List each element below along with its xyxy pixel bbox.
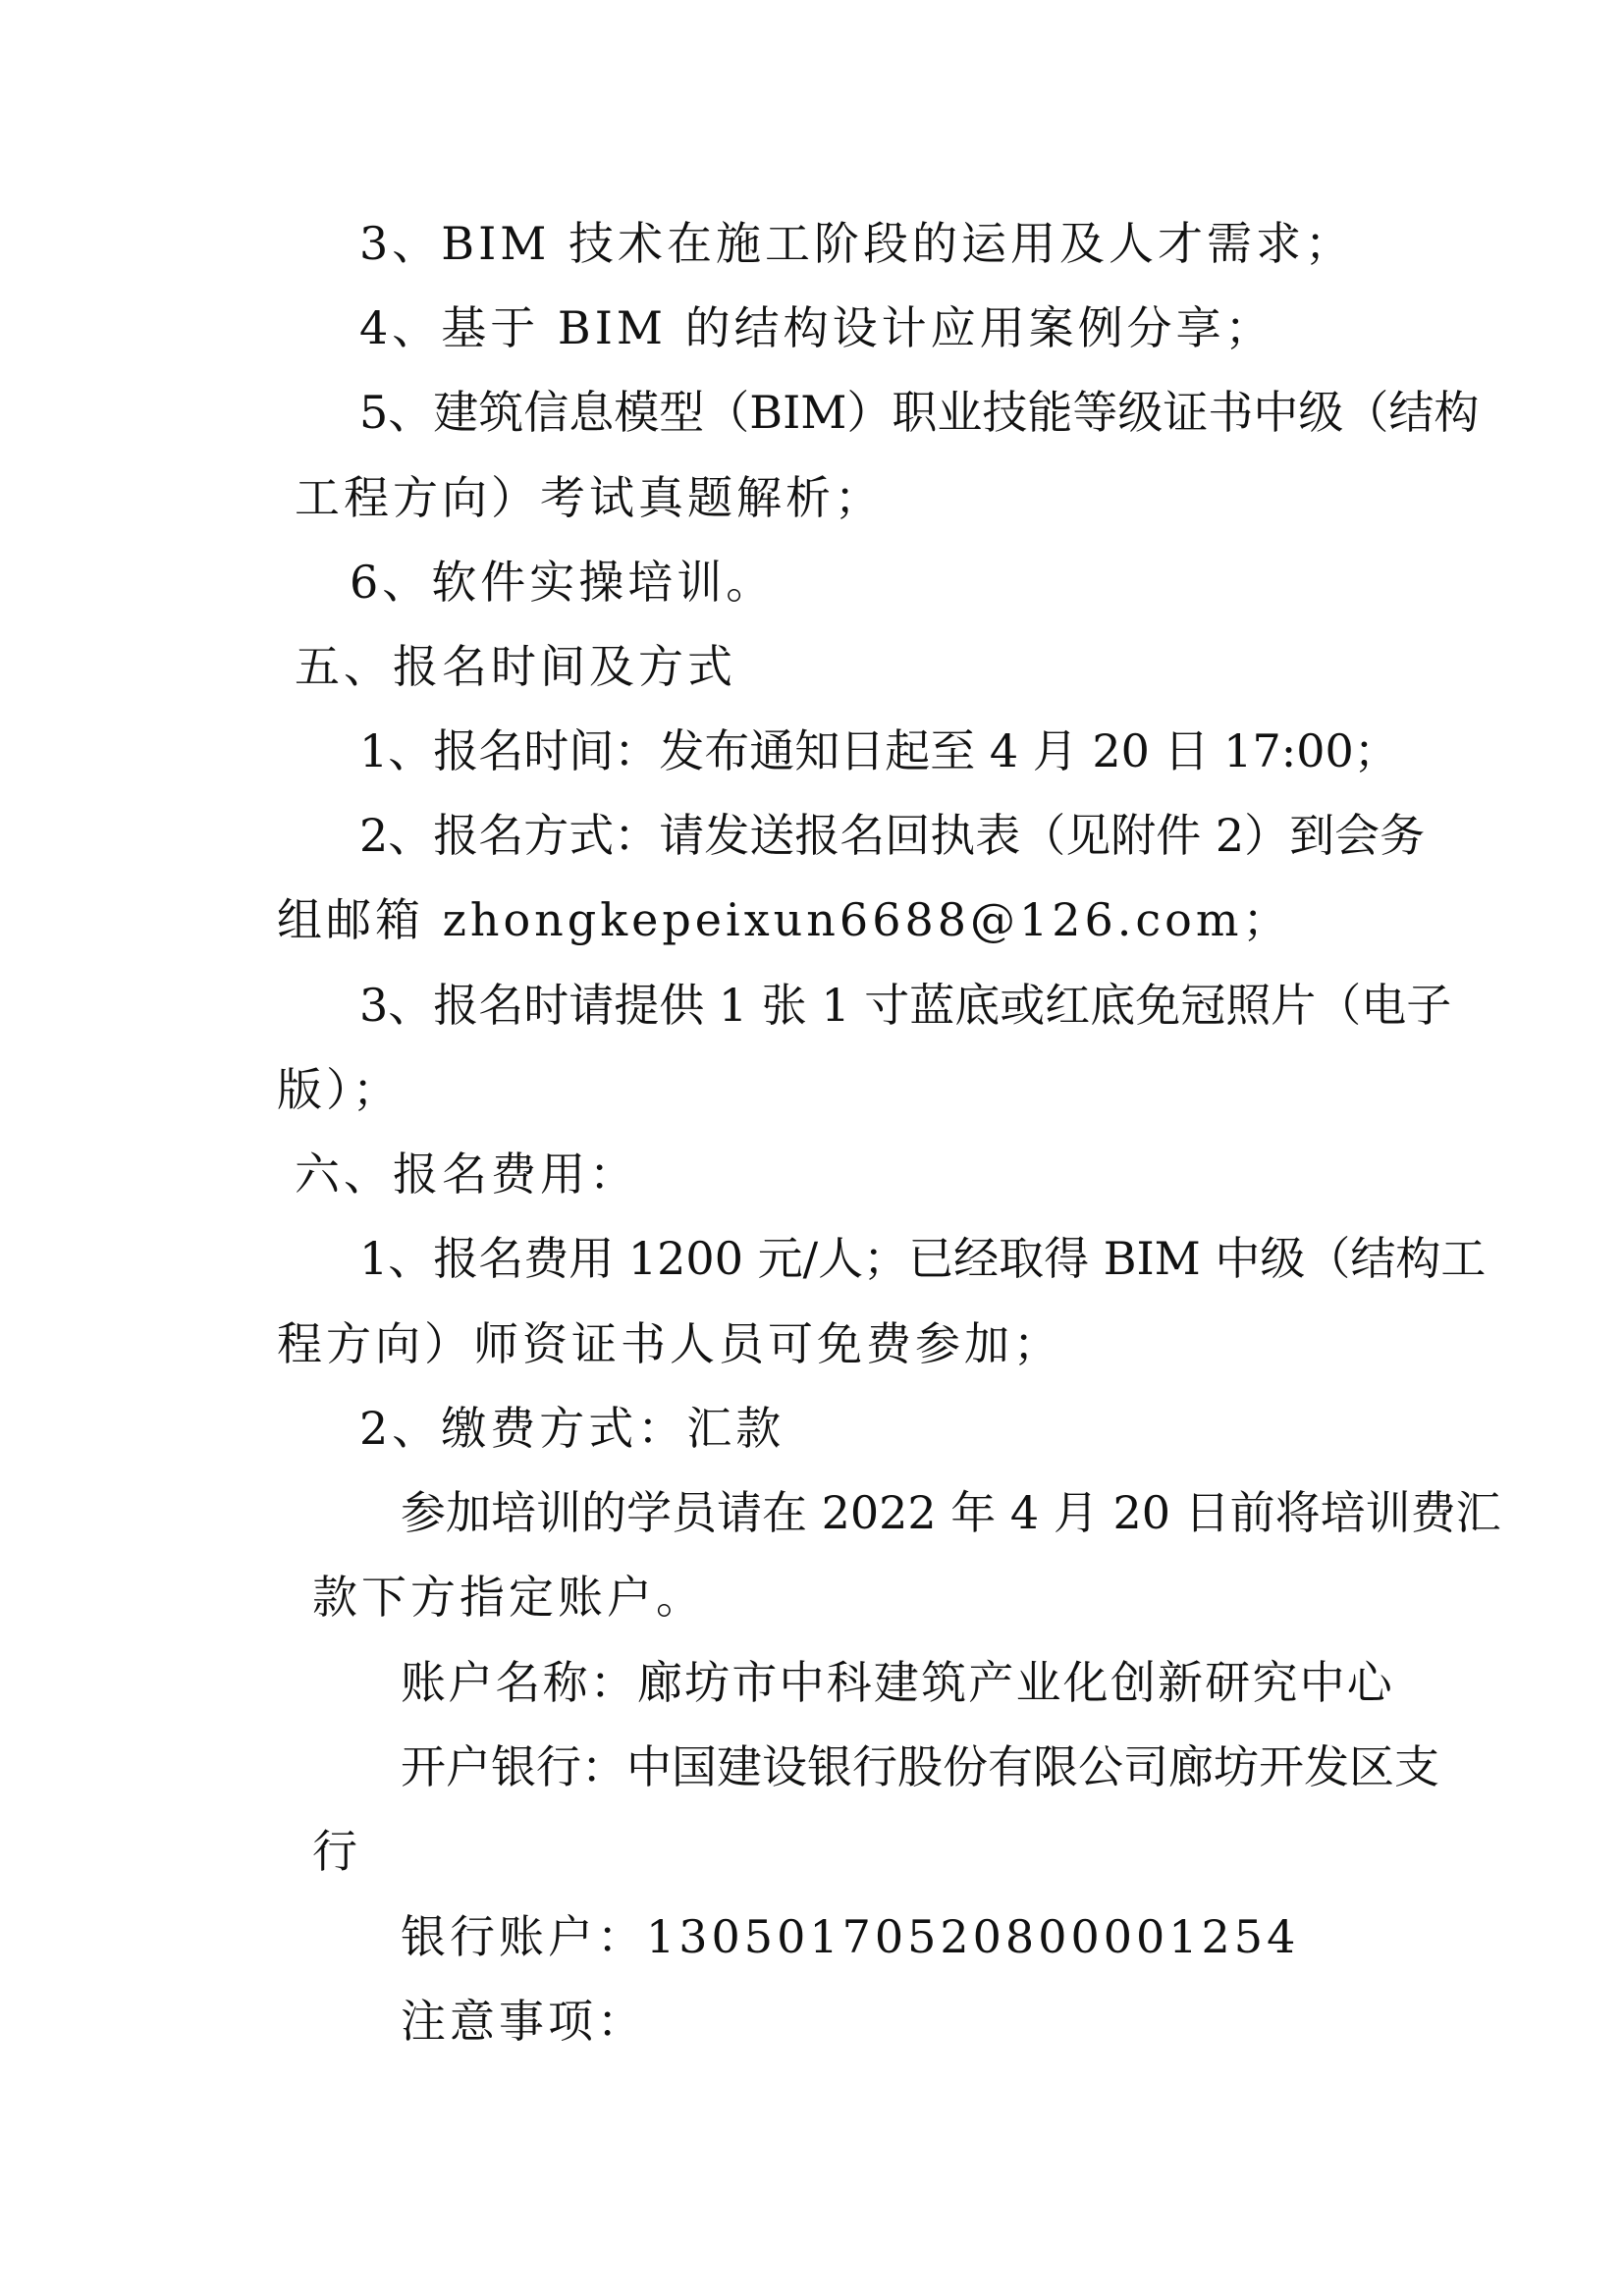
registration-time: 1、报名时间：发布通知日起至 4 月 20 日 17:00；	[359, 724, 1399, 777]
payment-method: 2、缴费方式：汇款	[359, 1402, 785, 1455]
list-item-topic-5-cont: 工程方向）考试真题解析；	[295, 471, 884, 524]
list-item-topic-4: 4、基于 BIM 的结构设计应用案例分享；	[359, 301, 1274, 354]
account-name: 账户名称：廊坊市中科建筑产业化创新研究中心	[401, 1656, 1394, 1709]
section-heading-registration: 五、报名时间及方式	[295, 640, 736, 693]
bank-name: 开户银行：中国建设银行股份有限公司廊坊开发区支	[401, 1740, 1439, 1793]
notes-heading: 注意事项：	[401, 1995, 646, 2048]
registration-method: 2、报名方式：请发送报名回执表（见附件 2）到会务	[359, 809, 1426, 862]
section-heading-fees: 六、报名费用：	[295, 1148, 638, 1201]
payment-instruction: 参加培训的学员请在 2022 年 4 月 20 日前将培训费汇	[401, 1486, 1501, 1539]
bank-name-cont: 行	[312, 1825, 361, 1878]
registration-email: 组邮箱 zhongkepeixun6688@126.com；	[277, 893, 1292, 946]
bank-account-number: 银行账户：13050170520800001254	[401, 1910, 1300, 1963]
registration-photo: 3、报名时请提供 1 张 1 寸蓝底或红底免冠照片（电子	[359, 979, 1452, 1032]
list-item-topic-3: 3、BIM 技术在施工阶段的运用及人才需求；	[359, 217, 1354, 270]
list-item-topic-5: 5、建筑信息模型（BIM）职业技能等级证书中级（结构	[359, 386, 1480, 439]
list-item-topic-6: 6、软件实操培训。	[350, 556, 776, 609]
fee-amount-cont: 程方向）师资证书人员可免费参加；	[277, 1317, 1062, 1370]
fee-amount: 1、报名费用 1200 元/人；已经取得 BIM 中级（结构工	[359, 1232, 1487, 1285]
payment-instruction-cont: 款下方指定账户。	[312, 1571, 705, 1624]
registration-photo-cont: 版）；	[277, 1063, 402, 1116]
